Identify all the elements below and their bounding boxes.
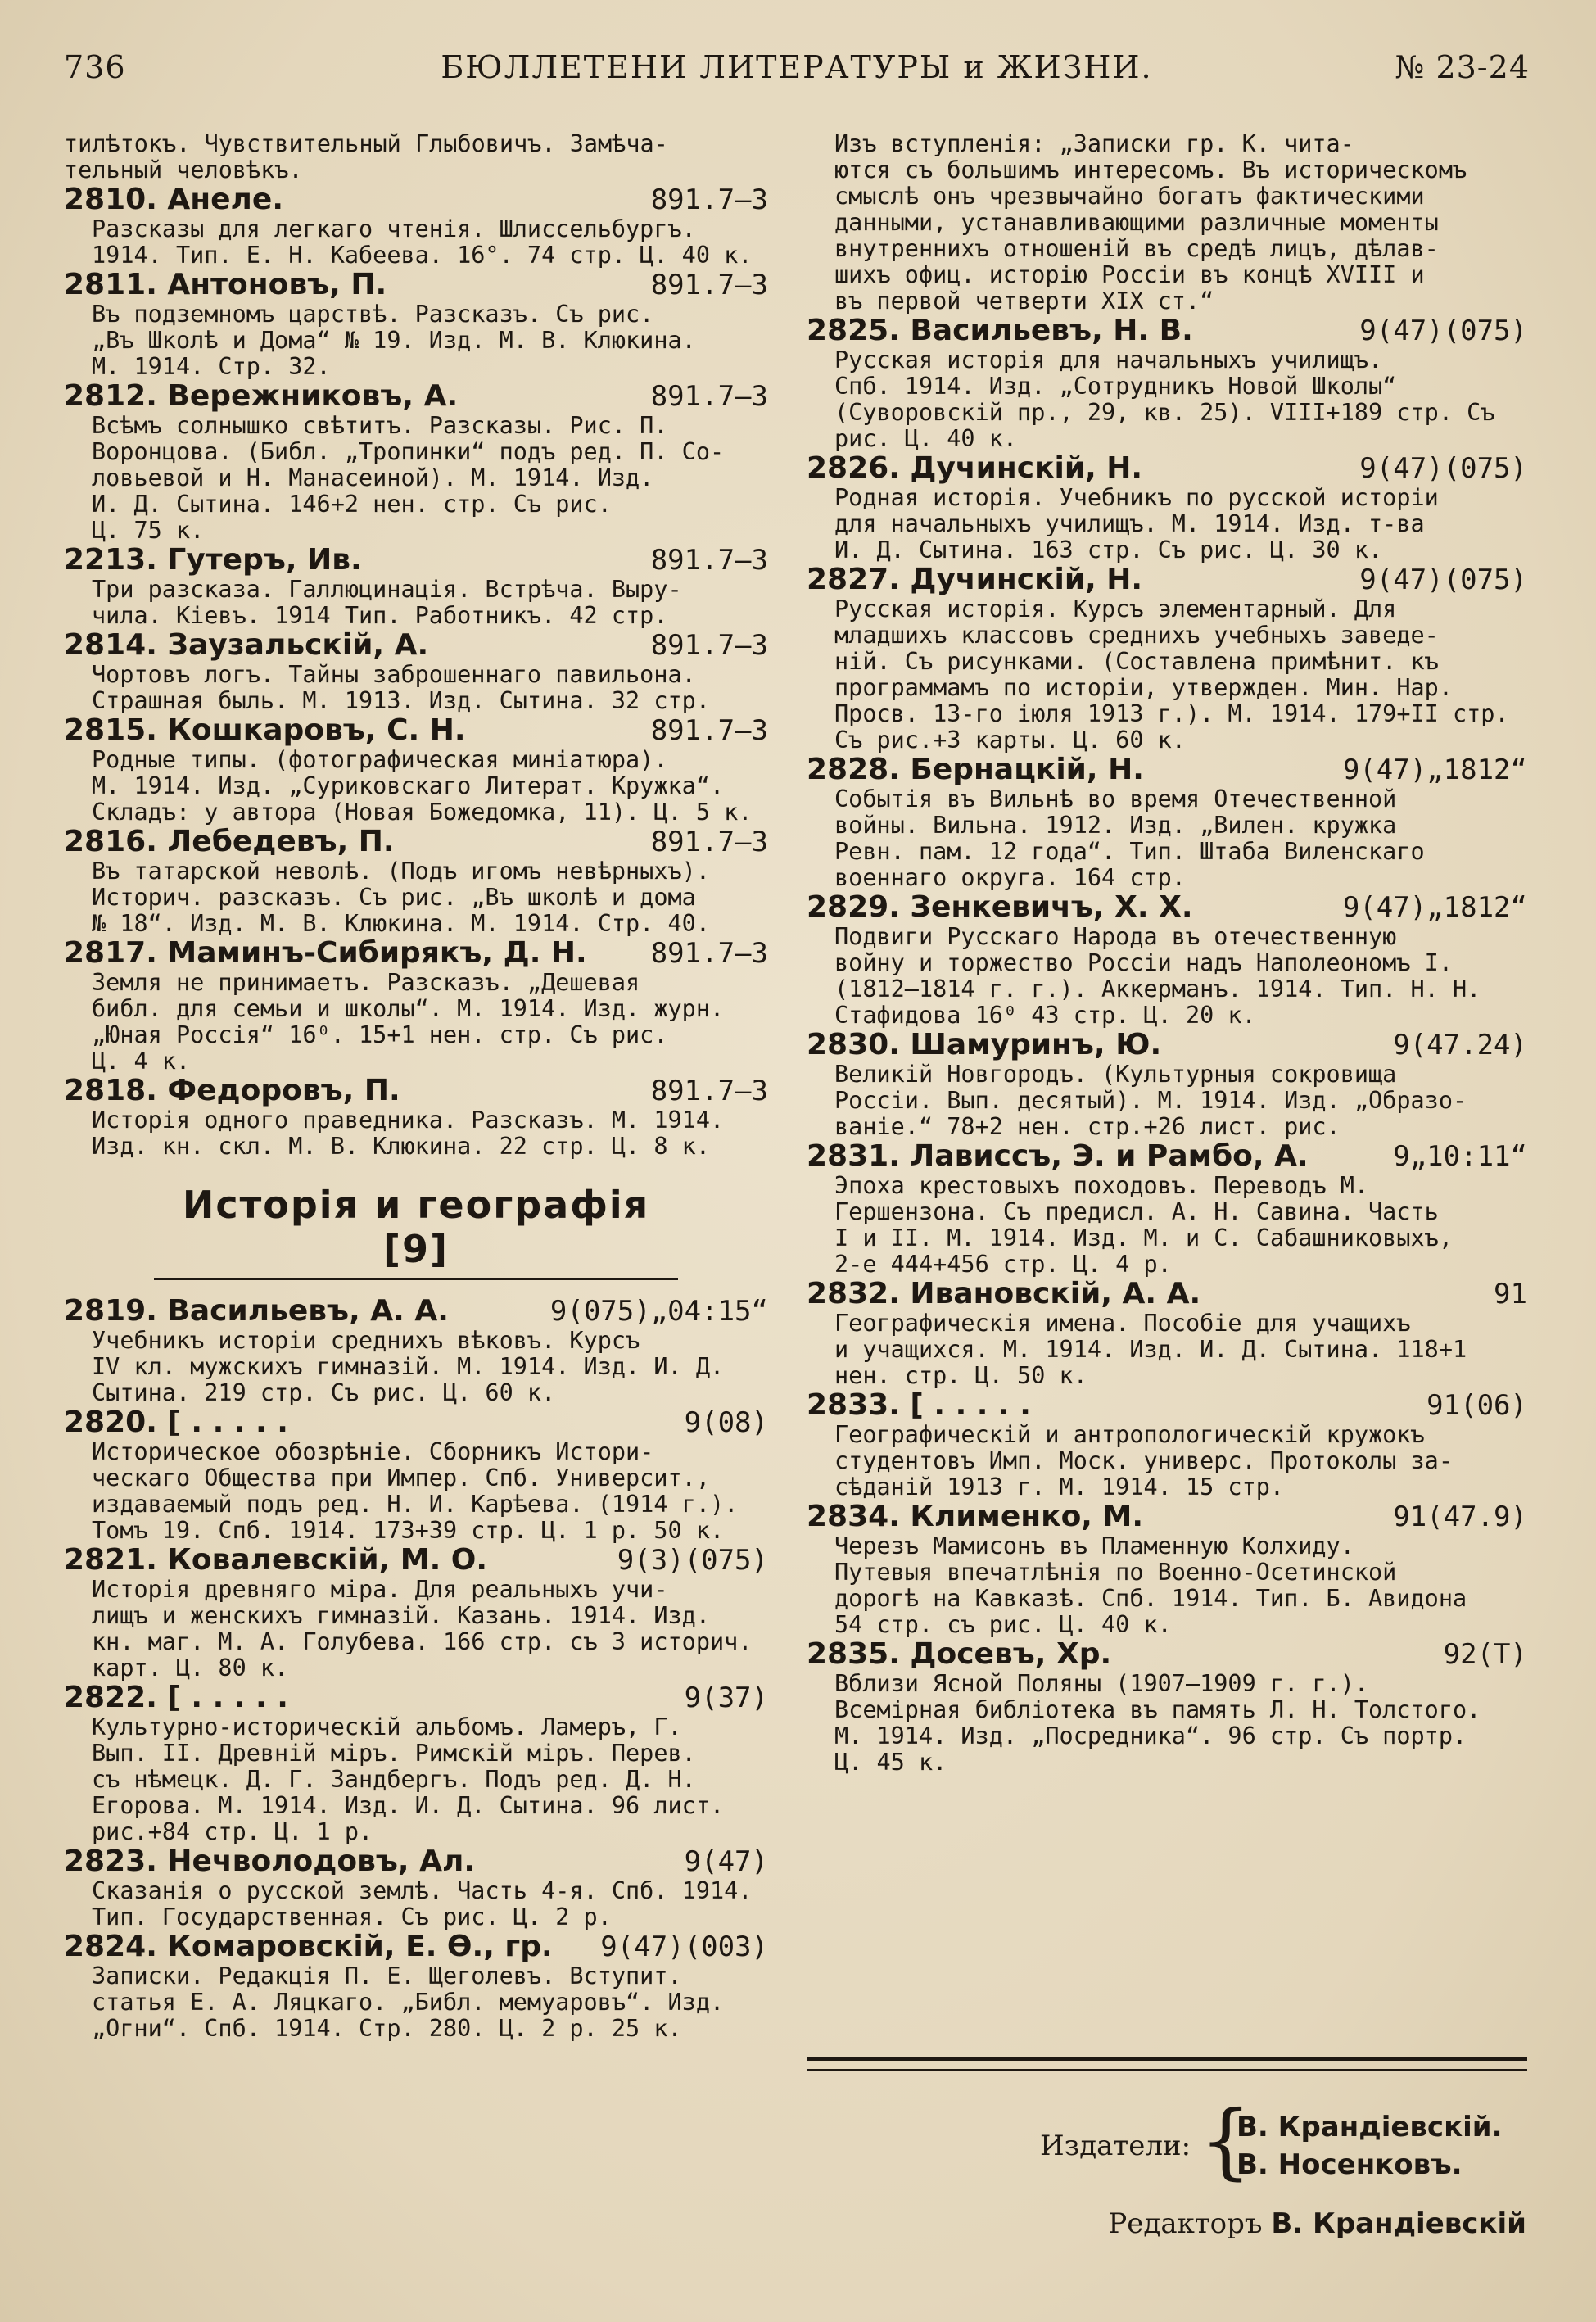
entry-description: Родные типы. (фотографическая миніатюра). М. 1914. Изд. „Суриковскаго Литерат. Кружка“. Складъ: у автора (Новая Божедомка, 11). Ц. 5 к.	[92, 746, 753, 826]
entry-heading: 2820. [ . . . . .	[64, 1405, 288, 1439]
catalog-entry	[807, 1029, 1527, 1140]
entry-description: Въ подземномъ царствѣ. Разсказъ. Съ рис. „Въ Школѣ и Дома“ № 19. Изд. М. В. Клюкина. М. 1914. Стр. 32.	[92, 301, 696, 380]
entry-description: Культурно-историческій альбомъ. Ламеръ, Г. Вып. II. Древній міръ. Римскій міръ. Перев. съ нѣмецк. Д. Г. Зандбергъ. Подъ ред. Д. Н. Егорова. М. 1914. Изд. И. Д. Сытина. 96 лист. рис.+84 стр. Ц. 1 р.	[92, 1713, 725, 1845]
catalog-entry	[64, 1295, 768, 1406]
page-number: 736	[64, 49, 126, 85]
entry-classification: 9(37)	[684, 1682, 768, 1714]
catalog-entry	[64, 183, 768, 269]
publishers-label: Издатели:	[1040, 2130, 1191, 2162]
catalog-entry	[807, 452, 1527, 564]
entry-description: Родная исторія. Учебникъ по русской исторіи для начальныхъ училищъ. М. 1914. Изд. т-ва И. Д. Сытина. 163 стр. Съ рис. Ц. 30 к.	[834, 484, 1439, 564]
publisher-names	[1237, 2108, 1503, 2184]
entry-description: Географическія имена. Пособіе для учащихъ и учащихся. М. 1914. Изд. И. Д. Сытина. 118+1 нен. стр. Ц. 50 к.	[834, 1310, 1467, 1389]
entry-classification: 891.7—3	[650, 714, 768, 747]
catalog-entry	[807, 891, 1527, 1029]
entry-heading: 2824. Комаровскій, Е. Ѳ., гр.	[64, 1930, 553, 1963]
catalog-entry	[64, 714, 768, 826]
entry-description: Русская исторія для начальныхъ училищъ. Спб. 1914. Изд. „Сотрудникъ Новой Школы“ (Суворовскій пр., 29, кв. 25). VIII+189 стр. Съ рис. Ц. 40 к.	[834, 346, 1495, 452]
entry-classification: 891.7—3	[650, 826, 768, 858]
entry-classification: 91	[1494, 1278, 1527, 1310]
entry-heading: 2835. Досевъ, Хр.	[807, 1637, 1112, 1671]
entry-classification: 92(Т)	[1443, 1638, 1527, 1671]
catalog-entry	[807, 1389, 1527, 1500]
section-title: Исторія и географія [9]	[154, 1183, 678, 1280]
entry-classification: 9(47)(075)	[1359, 564, 1527, 596]
entry-description: Чортовъ логъ. Тайны заброшеннаго павильона. Страшная быль. М. 1913. Изд. Сытина. 32 стр.	[92, 661, 710, 714]
entry-classification: 9(075)„04:15“	[549, 1295, 768, 1328]
publishers-block	[1040, 2093, 1531, 2195]
catalog-entry	[64, 937, 768, 1075]
catalog-entry	[64, 380, 768, 544]
entry-heading: 2831. Лависсъ, Э. и Рамбо, А.	[807, 1139, 1309, 1173]
entry-heading: 2827. Дучинскій, Н.	[807, 563, 1143, 596]
entry-classification: 9(47)„1812“	[1342, 891, 1527, 924]
catalog-entry	[64, 826, 768, 937]
curly-brace: {	[1200, 2093, 1252, 2188]
issue-number: № 23-24	[1395, 49, 1530, 85]
double-rule-divider	[807, 2057, 1527, 2071]
catalog-entry	[64, 1930, 768, 2042]
entry-description: Три разсказа. Галлюцинація. Встрѣча. Выру- чила. Кіевъ. 1914 Тип. Работникъ. 42 стр.	[92, 576, 682, 629]
entry-description: Событія въ Вильнѣ во время Отечественной войны. Вильна. 1912. Изд. „Вилен. кружка Ревн. пам. 12 года“. Тип. Штаба Виленскаго военнаго округа. 164 стр.	[834, 785, 1425, 891]
entry-description: Въ татарской неволѣ. (Подъ игомъ невѣрныхъ). Историч. разсказъ. Съ рис. „Въ школѣ и дома № 18“. Изд. М. В. Клюкина. М. 1914. Стр. 40.	[92, 858, 710, 937]
catalog-entry	[807, 1500, 1527, 1638]
entry-description: Сказанія о русской землѣ. Часть 4-я. Спб. 1914. Тип. Государственная. Съ рис. Ц. 2 р.	[92, 1877, 753, 1930]
entry-heading: 2823. Нечволодовъ, Ал.	[64, 1844, 476, 1878]
entry-description: Русская исторія. Курсъ элементарный. Для младшихъ классовъ среднихъ учебныхъ заведе- ній. Съ рисунками. (Составлена примѣнит. къ программамъ по исторіи, утвержден. Мин. Нар. Просв. 13-го іюля 1913 г.). М. 1914. 179+II стр. Съ рис.+3 карты. Ц. 60 к.	[834, 595, 1509, 754]
entry-heading: 2817. Маминъ-Сибирякъ, Д. Н.	[64, 936, 587, 970]
entry-heading: 2822. [ . . . . .	[64, 1681, 288, 1714]
entry-classification: 891.7—3	[650, 544, 768, 577]
entry-classification: 891.7—3	[650, 269, 768, 301]
catalog-entry	[807, 564, 1527, 754]
entry-description: Географическій и антропологическій кружокъ студентовъ Имп. Моск. универс. Протоколы за- сѣданій 1913 г. М. 1914. 15 стр.	[834, 1421, 1453, 1500]
entry-classification: 891.7—3	[650, 380, 768, 413]
entry-heading: 2828. Бернацкій, Н.	[807, 753, 1144, 786]
entry-heading: 2832. Ивановскій, А. А.	[807, 1277, 1201, 1310]
entry-description: Историческое обозрѣніе. Сборникъ Истори- ческаго Общества при Импер. Спб. Университ., издаваемый подъ ред. Н. И. Карѣева. (1914 г.). Томъ 19. Спб. 1914. 173+39 стр. Ц. 1 р. 50 к.	[92, 1438, 739, 1544]
entry-heading: 2829. Зенкевичъ, Х. Х.	[807, 890, 1193, 924]
catalog-entry	[807, 315, 1527, 452]
catalog-entry	[64, 629, 768, 714]
entry-heading: 2812. Вережниковъ, А.	[64, 379, 459, 413]
left-column	[64, 131, 768, 2042]
catalog-entry	[64, 544, 768, 629]
publisher-name: В. Крандіевскій.	[1237, 2111, 1503, 2143]
catalog-entry	[64, 1682, 768, 1845]
catalog-entry	[64, 1845, 768, 1930]
entry-heading: 2825. Васильевъ, Н. В.	[807, 314, 1193, 347]
catalog-entry	[64, 269, 768, 380]
entry-heading: 2826. Дучинскій, Н.	[807, 451, 1143, 485]
entry-heading: 2834. Клименко, М.	[807, 1500, 1144, 1533]
running-head	[64, 43, 1530, 92]
entry-heading: 2810. Анеле.	[64, 183, 284, 216]
entry-heading: 2213. Гутеръ, Ив.	[64, 543, 362, 577]
entry-heading: 2811. Антоновъ, П.	[64, 268, 387, 301]
entry-heading: 2814. Заузальскій, А.	[64, 628, 429, 662]
entry-classification: 891.7—3	[650, 629, 768, 662]
entry-description: Исторія одного праведника. Разсказъ. М. 1914. Изд. кн. скл. М. В. Клюкина. 22 стр. Ц. 8 к.	[92, 1107, 725, 1160]
catalog-entry	[64, 1406, 768, 1544]
editor-name: В. Крандіевскій	[1271, 2207, 1526, 2240]
catalog-entry	[807, 1638, 1527, 1776]
entry-heading: 2833. [ . . . . .	[807, 1388, 1031, 1422]
entry-classification: 9(47)	[684, 1845, 768, 1878]
entry-classification: 891.7—3	[650, 937, 768, 970]
entry-description: Земля не принимаетъ. Разсказъ. „Дешевая библ. для семьи и школы“. М. 1914. Изд. журн. „Юная Россія“ 16⁰. 15+1 нен. стр. Съ рис. Ц. 4 к.	[92, 969, 725, 1075]
catalog-entry	[807, 1278, 1527, 1389]
entry-classification: 91(47.9)	[1393, 1500, 1527, 1533]
catalog-entry	[807, 1140, 1527, 1278]
catalog-entry	[807, 754, 1527, 891]
entry-classification: 9(47)(075)	[1359, 315, 1527, 347]
entry-classification: 891.7—3	[650, 1075, 768, 1107]
entry-description: Эпоха крестовыхъ походовъ. Переводъ М. Гершензона. Съ предисл. А. Н. Савина. Часть I и II. М. 1914. Изд. М. и С. Сабашниковыхъ, 2-е 444+456 стр. Ц. 4 р.	[834, 1172, 1453, 1278]
entry-description: Записки. Редакція П. Е. Щеголевъ. Вступит. статья Е. А. Ляцкаго. „Библ. мемуаровъ“. Изд. „Огни“. Спб. 1914. Стр. 280. Ц. 2 р. 25 к.	[92, 1962, 725, 2042]
entry-description: Исторія древняго міра. Для реальныхъ учи- лищъ и женскихъ гимназій. Казань. 1914. Изд. кн. маг. М. А. Голубева. 166 стр. съ 3 историч. карт. Ц. 80 к.	[92, 1576, 753, 1682]
editor-line	[1108, 2207, 1526, 2240]
running-title: БЮЛЛЕТЕНИ ЛИТЕРАТУРЫ и ЖИЗНИ.	[441, 49, 1153, 85]
entry-description: Разсказы для легкаго чтенія. Шлиссельбургъ. 1914. Тип. Е. Н. Кабеева. 16°. 74 стр. Ц. 40 к.	[92, 215, 753, 269]
entry-classification: 9„10:11“	[1393, 1140, 1527, 1173]
continued-text: тилѣтокъ. Чувствительный Глыбовичъ. Замѣча- тельный человѣкъ.	[64, 130, 668, 183]
entry-heading: 2816. Лебедевъ, П.	[64, 825, 395, 858]
entry-heading: 2821. Ковалевскій, М. О.	[64, 1543, 488, 1577]
entry-description: Всѣмъ солнышко свѣтитъ. Разсказы. Рис. П. Воронцова. (Библ. „Тропинки“ подъ ред. П. Со- ловьевой и Н. Манасеиной). М. 1914. Изд. И. Д. Сытина. 146+2 нен. стр. Съ рис. Ц. 75 к.	[92, 412, 725, 544]
entry-classification: 9(08)	[684, 1406, 768, 1439]
entry-classification: 9(3)(075)	[617, 1544, 768, 1577]
entry-heading: 2815. Кошкаровъ, С. Н.	[64, 713, 466, 747]
continued-text: Изъ вступленія: „Записки гр. К. чита- ются съ большимъ интересомъ. Въ историческомъ смыслѣ онъ чрезвычайно богатъ фактическими данными, устанавливающими различные моменты внутреннихъ отношеній въ средѣ лицъ, дѣлав- шихъ офиц. исторію Россіи въ концѣ XVIII и въ первой четверти XIX ст.“	[834, 130, 1467, 315]
entry-description: Учебникъ исторіи среднихъ вѣковъ. Курсъ IV кл. мужскихъ гимназій. М. 1914. Изд. И. Д. Сытина. 219 стр. Съ рис. Ц. 60 к.	[92, 1327, 725, 1406]
entry-classification: 9(47.24)	[1393, 1029, 1527, 1061]
entry-description: Черезъ Мамисонъ въ Пламенную Колхиду. Путевыя впечатлѣнія по Военно-Осетинской дорогѣ на Кавказѣ. Спб. 1914. Тип. Б. Авидона 54 стр. съ рис. Ц. 40 к.	[834, 1532, 1467, 1638]
entry-description: Подвиги Русскаго Народа въ отечественную войну и торжество Россіи надъ Наполеономъ I. (1812—1814 г. г.). Аккерманъ. 1914. Тип. Н. Н. Стафидова 16⁰ 43 стр. Ц. 20 к.	[834, 923, 1481, 1029]
entry-description: Вблизи Ясной Поляны (1907—1909 г. г.). Всемірная библіотека въ память Л. Н. Толстого. М. 1914. Изд. „Посредника“. 96 стр. Съ портр. Ц. 45 к.	[834, 1670, 1481, 1776]
entry-heading: 2819. Васильевъ, А. А.	[64, 1294, 449, 1328]
editor-label: Редакторъ	[1108, 2207, 1263, 2240]
publisher-name: В. Носенковъ.	[1237, 2148, 1463, 2181]
entry-heading: 2818. Федоровъ, П.	[64, 1074, 400, 1107]
entry-classification: 9(47)„1812“	[1342, 754, 1527, 786]
catalog-entry	[64, 1075, 768, 1160]
entry-classification: 9(47)(003)	[600, 1930, 768, 1963]
entry-heading: 2830. Шамуринъ, Ю.	[807, 1028, 1162, 1061]
entry-classification: 91(06)	[1426, 1389, 1527, 1422]
right-column	[807, 131, 1527, 1776]
entry-classification: 9(47)(075)	[1359, 452, 1527, 485]
catalog-entry	[64, 1544, 768, 1682]
entry-classification: 891.7—3	[650, 183, 768, 216]
entry-description: Великій Новгородъ. (Культурныя сокровища Россіи. Вып. десятый). М. 1914. Изд. „Образо- ваніе.“ 78+2 нен. стр.+26 лист. рис.	[834, 1061, 1467, 1140]
